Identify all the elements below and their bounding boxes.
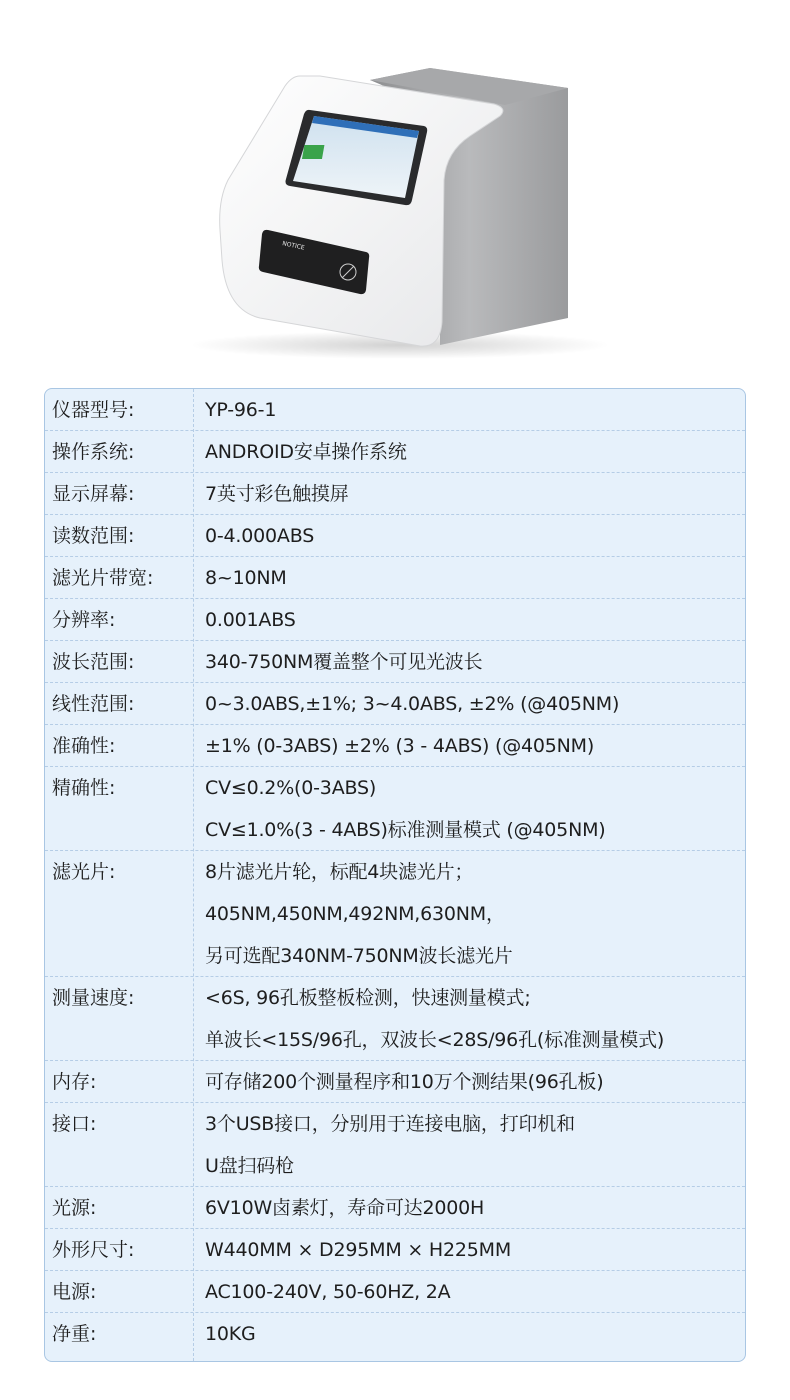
spec-label: 操作系统: [52, 441, 135, 463]
spec-values [205, 557, 745, 599]
spec-label: 精确性: [52, 777, 116, 799]
spec-label: 显示屏幕: [52, 483, 135, 505]
spec-row [45, 683, 745, 725]
spec-value-line: 可存储200个测量程序和10万个测结果(96孔板) [205, 1071, 604, 1093]
spec-value-line: 405NM,450NM,492NM,630NM， [205, 903, 505, 925]
spec-row [45, 1313, 745, 1355]
product-image [0, 0, 790, 380]
notice-title: NOTICE [281, 240, 306, 252]
spec-label: 接口: [52, 1113, 97, 1135]
spec-label: 线性范围: [52, 693, 135, 715]
spec-row [45, 725, 745, 767]
spec-row [45, 431, 745, 473]
spec-row [45, 389, 745, 431]
spec-row [45, 851, 745, 977]
spec-row [45, 641, 745, 683]
spec-value-line: 8片滤光片轮，标配4块滤光片； [205, 861, 474, 883]
spec-value-line: CV≤1.0%(3 - 4ABS)标准测量模式 (@405NM) [205, 819, 606, 841]
spec-value-line: 6V10W卤素灯，寿命可达2000H [205, 1197, 485, 1219]
spec-values [205, 725, 745, 767]
spec-values [205, 641, 745, 683]
spec-values [205, 1187, 745, 1229]
spec-label: 光源: [52, 1197, 97, 1219]
spec-value-line: 340-750NM覆盖整个可见光波长 [205, 651, 483, 673]
spec-value-line: <6S, 96孔板整板检测，快速测量模式; [205, 987, 531, 1009]
spec-row [45, 473, 745, 515]
spec-values [205, 431, 745, 473]
spec-label: 净重: [52, 1323, 97, 1345]
spec-values [205, 1313, 745, 1355]
spec-values [205, 1061, 745, 1103]
spec-values [205, 473, 745, 515]
spec-row [45, 1187, 745, 1229]
spec-value-line: 10KG [205, 1323, 256, 1345]
spec-value-line: ±1% (0-3ABS) ±2% (3 - 4ABS) (@405NM) [205, 735, 595, 757]
spec-table [44, 388, 746, 1362]
spec-value-line: W440MM × D295MM × H225MM [205, 1239, 512, 1261]
spec-row [45, 767, 745, 851]
spec-value-line: 单波长<15S/96孔，双波长<28S/96孔(标准测量模式) [205, 1029, 665, 1051]
spec-row [45, 557, 745, 599]
spec-value-line: 0~3.0ABS,±1%; 3~4.0ABS, ±2% (@405NM) [205, 693, 620, 715]
spec-values [205, 389, 745, 431]
spec-values [205, 851, 745, 977]
spec-label: 读数范围: [52, 525, 135, 547]
spec-value-line: 0-4.000ABS [205, 525, 315, 547]
spec-value-line: CV≤0.2%(0-3ABS) [205, 777, 377, 799]
spec-values [205, 1103, 745, 1187]
spec-label: 滤光片: [52, 861, 116, 883]
spec-row [45, 977, 745, 1061]
spec-values [205, 977, 745, 1061]
spec-label: 滤光片带宽: [52, 567, 154, 589]
spec-row [45, 515, 745, 557]
spec-value-line: 另可选配340NM-750NM波长滤光片 [205, 945, 513, 967]
spec-value-line: 0.001ABS [205, 609, 296, 631]
spec-row [45, 1103, 745, 1187]
spec-label: 波长范围: [52, 651, 135, 673]
spec-values [205, 1271, 745, 1313]
spec-label: 准确性: [52, 735, 116, 757]
spec-values [205, 599, 745, 641]
spec-label: 电源: [52, 1281, 97, 1303]
spec-value-line: U盘扫码枪 [205, 1155, 294, 1177]
spec-label: 测量速度: [52, 987, 135, 1009]
spec-row [45, 1061, 745, 1103]
spec-value-line: 8~10NM [205, 567, 287, 589]
spec-row [45, 1229, 745, 1271]
spec-label: 内存: [52, 1071, 97, 1093]
spec-row [45, 1271, 745, 1313]
spec-values [205, 1229, 745, 1271]
spec-label: 仪器型号: [52, 399, 135, 421]
spec-label: 分辨率: [52, 609, 116, 631]
spec-value-line: AC100-240V, 50-60HZ, 2A [205, 1281, 451, 1303]
spec-label: 外形尺寸: [52, 1239, 135, 1261]
spec-value-line: ANDROID安卓操作系统 [205, 441, 407, 463]
spec-value-line: YP-96-1 [205, 399, 277, 421]
spec-value-line: 3个USB接口，分别用于连接电脑，打印机和 [205, 1113, 575, 1135]
spec-values [205, 515, 745, 557]
spec-row [45, 599, 745, 641]
spec-value-line: 7英寸彩色触摸屏 [205, 483, 349, 505]
spec-values [205, 683, 745, 725]
spec-values [205, 767, 745, 851]
